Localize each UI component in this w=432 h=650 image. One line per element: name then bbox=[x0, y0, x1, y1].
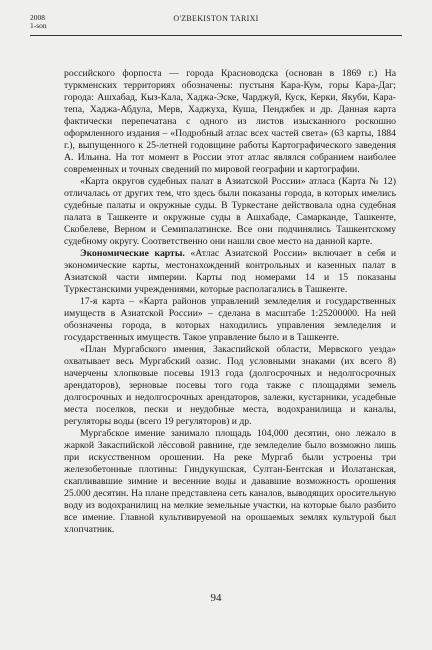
paragraph-1: российского форпоста — города Красноводска (основан в 1869 г.) На туркменских территориях обозначены: пустыня Кара-Кум, горы Кара-Даг; города: Ашхабад, Кыз-Кала, Хаджа-Эске, Чарджуй, Куск, Керки, Якуби, Кара-тепа, Хаджа-Абдула, Мерв, Хаджуха, Куша, Пенджбек и др. Данная карта фактически перепечатана с одного из листов изысканного роскошно оформленного издания – «Подробный атлас всех частей света» (63 карты, 1884 г.), выпущенного к 25-летней годовщине работы Картографического заведения А. Ильина. На тот момент в России этот атлас являлся собранием наиболее современных и точных сведений по мировой географии и картографии. bbox=[64, 68, 396, 175]
page-number: 94 bbox=[210, 592, 222, 604]
journal-title: O'ZBEKISTON TARIXI bbox=[173, 14, 259, 23]
paragraph-6: Мургабское имение занимало площадь 104,000 десятин, оно лежало в жаркой Закаспийской лёссовой равнине, где земледелие было возможно лишь при искусственном орошении. На реке Мургаб были устроены три железобетонные плотины: Гиндукушская, Султан-Бентская и Иолатанская, скапливавшие зимние и весенние воды и дававшие возможность орошения 25.000 десятин. На плане представлена сеть каналов, выводящих оросительную воду из водохранилищ на мелкие земельные участки, на которые было разбито все имение. Главной культивируемой на орошаемых землях культурой был хлопчатник. bbox=[64, 428, 396, 535]
paragraph-2: «Карта округов судебных палат в Азиатской России» атласа (Карта № 12) отличалась от других тем, что здесь были показаны города, в которых имелись судебные палаты и окружные суды. В Туркестане действовала одна судебная палата в Ташкенте и окружные суды в Ашхабаде, Самарканде, Ташкенте, Скобелеве, Верном и Семипалатинске. Все они подчинялись Ташкентскому судебному округу. Соответственно они нашли свое место на данной карте. bbox=[64, 176, 396, 247]
header-rule bbox=[30, 35, 402, 36]
paragraph-3 bbox=[64, 248, 396, 296]
paragraph-4: 17-я карта – «Карта районов управлений земледелия и государственных имуществ в Азиатской России» – сделана в масштабе 1:25200000. На ней обозначены города, в которых находились управления земледелия и государственных имуществ. Такое управление было и в Ташкенте. bbox=[64, 296, 396, 343]
year-label: 2008 bbox=[30, 13, 45, 22]
paragraph-5: «План Мургабского имения, Закаспийской области, Мервского уезда» охватывает весь Мургабский оазис. Под условными знаками (их всего 8) начерчены хлопковые посевы 1913 года (долгосрочных и недолгосрочных арендаторов), зерновые посевы того года также с площадями земель долгосрочных и недолгосрочных арендаторов, залежи, кустарники, усадебные места поселков, пески и неудобные места, водохранилища и каналы, регуляторы воды (всего 19 регуляторов) и др. bbox=[64, 344, 396, 427]
running-header bbox=[30, 14, 402, 34]
article-body bbox=[64, 68, 396, 536]
issue-label: 1-son bbox=[30, 21, 47, 30]
paragraph-3-text: «Атлас Азиатской России» включает в себя и экономические карты, местонахождений контрольных и казенных палат в Азиатской части империи. Карты под номерами 14 и 15 показаны Туркестанскими учреждениями, которые располагались в Ташкенте. bbox=[64, 248, 396, 295]
section-heading-economic-maps: Экономические карты. bbox=[80, 248, 185, 259]
